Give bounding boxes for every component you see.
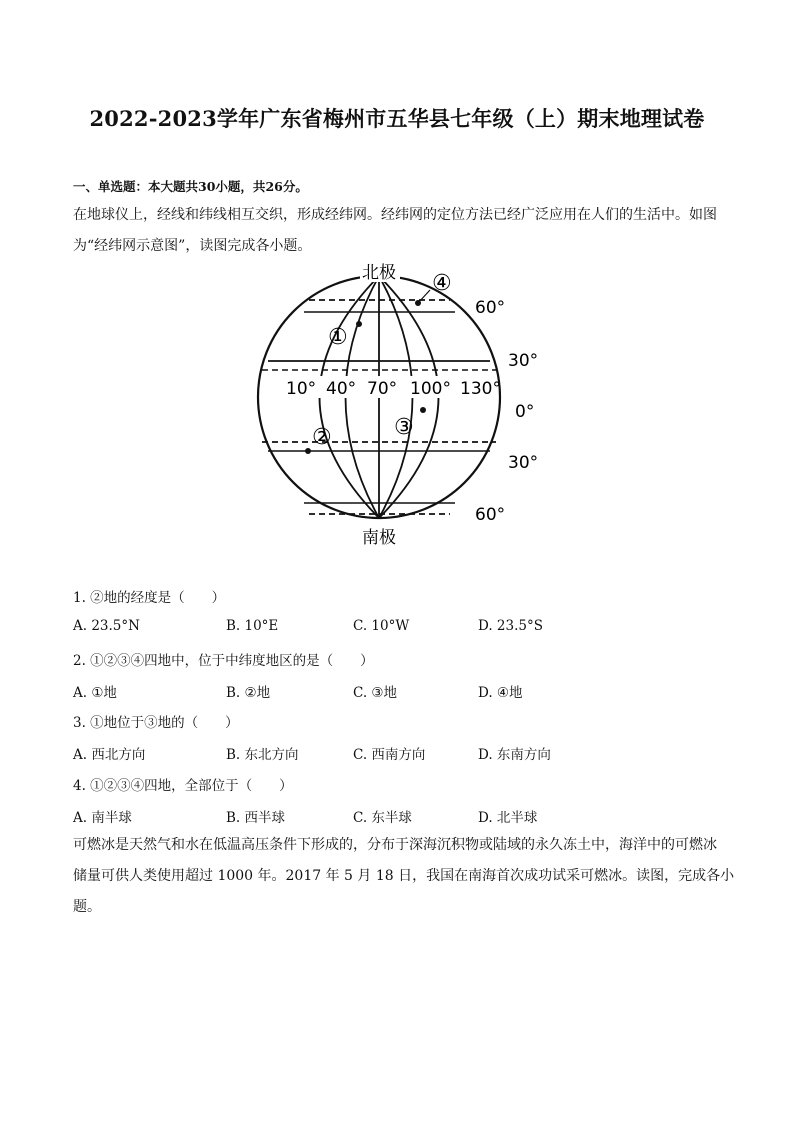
lon-label-100: 100° xyxy=(410,379,451,399)
section-count: 30 xyxy=(198,179,216,194)
point-4-label: ④ xyxy=(432,271,452,296)
section-heading xyxy=(73,177,308,195)
q1-option-c[interactable]: C. 10°W xyxy=(353,618,410,634)
section-prefix: 一、单选题：本大题共 xyxy=(73,179,199,194)
q4-option-c[interactable]: C. 东半球 xyxy=(353,810,412,826)
intro-line-2: 为“经纬网示意图”，读图完成各小题。 xyxy=(73,238,312,254)
section-score: 26 xyxy=(265,179,283,194)
passage-2-line-3: 题。 xyxy=(73,899,101,915)
q2-option-d[interactable]: D. ④地 xyxy=(478,685,523,701)
lat-label-60s: 60° xyxy=(475,505,506,525)
south-pole-label: 南极 xyxy=(362,528,396,548)
passage-2 xyxy=(73,830,735,923)
passage-2-line-1: 可燃冰是天然气和水在低温高压条件下形成的，分布于深海沉积物或陆域的永久冻土中，海洋中的可燃冰 xyxy=(73,837,717,853)
q1-option-d[interactable]: D. 23.5°S xyxy=(478,618,543,634)
q4-option-a[interactable]: A. 南半球 xyxy=(73,810,132,826)
q4-option-d[interactable]: D. 北半球 xyxy=(478,810,538,826)
exam-title: 2022-2023学年广东省梅州市五华县七年级（上）期末地理试卷 xyxy=(89,106,705,131)
passage-2-line-2: 储量可供人类使用超过 1000 年。2017 年 5 月 18 日，我国在南海首次成功试采可燃冰。读图，完成各小 xyxy=(73,868,735,884)
graticule-figure xyxy=(250,258,550,558)
lon-label-70: 70° xyxy=(367,379,398,399)
q3-option-d[interactable]: D. 东南方向 xyxy=(478,747,551,763)
q4-option-b[interactable]: B. 西半球 xyxy=(226,810,286,826)
question-1-stem: 1. ②地的经度是（ ） xyxy=(73,590,226,606)
section-suffix: 分。 xyxy=(282,179,308,194)
q3-option-a[interactable]: A. 西北方向 xyxy=(73,747,146,763)
lat-label-0: 0° xyxy=(515,402,535,422)
point-3-dot xyxy=(420,407,426,413)
section-mid: 小题，共 xyxy=(215,179,266,194)
question-4-stem: 4. ①②③④四地，全部位于（ ） xyxy=(73,778,293,794)
point-1-label: ① xyxy=(328,325,348,350)
lon-label-40: 40° xyxy=(326,379,357,399)
point-1-dot xyxy=(356,321,362,327)
lon-label-10: 10° xyxy=(286,379,317,399)
lat-label-30s: 30° xyxy=(508,453,539,473)
q2-option-a[interactable]: A. ①地 xyxy=(73,685,117,701)
q2-option-c[interactable]: C. ③地 xyxy=(353,685,398,701)
lon-label-130: 130° xyxy=(460,379,501,399)
intro-line-1: 在地球仪上，经线和纬线相互交织，形成经纬网。经纬网的定位方法已经广泛应用在人们的生活中。如图 xyxy=(73,207,717,223)
point-3-label: ③ xyxy=(394,415,414,440)
q1-option-a[interactable]: A. 23.5°N xyxy=(73,618,140,634)
intro-paragraph xyxy=(73,200,723,262)
q2-option-b[interactable]: B. ②地 xyxy=(226,685,271,701)
q1-option-b[interactable]: B. 10°E xyxy=(226,618,279,634)
q3-option-b[interactable]: B. 东北方向 xyxy=(226,747,299,763)
lat-label-30n: 30° xyxy=(508,351,539,371)
lat-label-60n: 60° xyxy=(475,298,506,318)
question-2-stem: 2. ①②③④四地中，位于中纬度地区的是（ ） xyxy=(73,653,374,669)
q3-option-c[interactable]: C. 西南方向 xyxy=(353,747,426,763)
north-pole-label: 北极 xyxy=(362,263,396,283)
point-2-label: ② xyxy=(312,425,332,450)
point-2-dot xyxy=(305,448,311,454)
question-3-stem: 3. ①地位于③地的（ ） xyxy=(73,715,239,731)
